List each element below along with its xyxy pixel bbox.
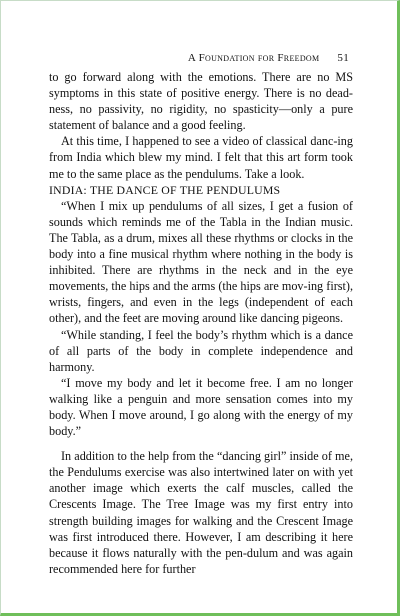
quote-paragraph: “While standing, I feel the body’s rhythm which is a dance of all parts of the body in complete independence and harmony. bbox=[49, 327, 353, 374]
body-text bbox=[49, 69, 353, 577]
page-number: 51 bbox=[337, 52, 349, 64]
paragraph: At this time, I happened to see a video of classical danc-ing from India which blew my mind. I felt that this art form took me to the same place as the pendulums. Take a look. bbox=[49, 134, 353, 181]
quote-paragraph: “I move my body and let it become free. I am no longer walking like a penguin and more sensation comes into my body. When I move around, I go along with the energy of my body.” bbox=[49, 375, 353, 439]
paragraph: In addition to the help from the “dancing girl” inside of me, the Pendulums exercise was also intertwined later on with yet another image which exerts the calf muscles, called the Crescents Image. The Tree Image was my first entry into strength building images for walking and the Crescent Image was first introduced there. However, I am describing it here because it flows naturally with the pen-dulum and was again recommended here for further bbox=[49, 449, 353, 576]
quote-paragraph: “When I mix up pendulums of all sizes, I get a fusion of sounds which reminds me of the Tabla in the Indian music. The Tabla, as a drum, mixes all these rhythms or clocks in the body into a fine musical rhythm where nothing in the body is inhibited. There are rhythms in the neck and in the eye movements, the hips and the arms (the hips are mov-ing first), wrists, fingers, and even in the legs (independent of each other), and the feet are moving around like dancing pigeons. bbox=[49, 198, 353, 326]
paragraph: to go forward along with the emotions. There are no MS symptoms in this state of positive energy. There is no dead-ness, no passivity, no rigidity, no spasticity—only a pure statement of balance and a good feeling. bbox=[49, 70, 353, 133]
running-head bbox=[49, 52, 349, 64]
running-title: A Foundation for Freedom bbox=[187, 52, 320, 64]
section-heading: INDIA: THE DANCE OF THE PENDULUMS bbox=[49, 182, 281, 197]
